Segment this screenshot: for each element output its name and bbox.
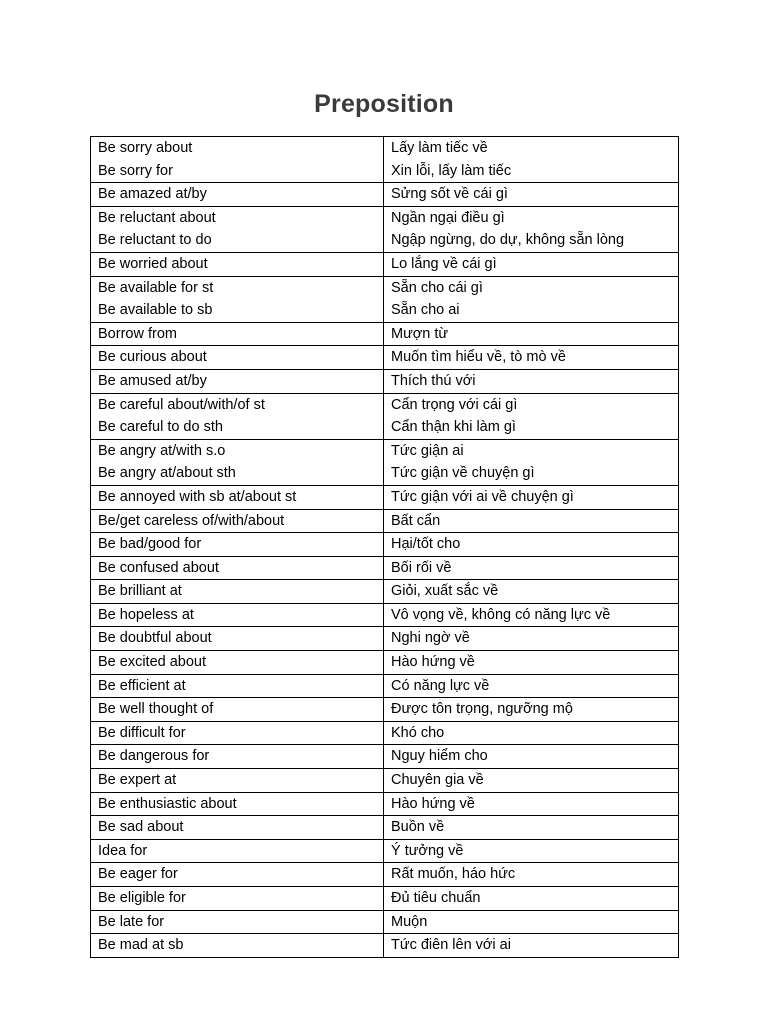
table-row bbox=[91, 816, 679, 840]
vietnamese-meaning: Có năng lực về bbox=[391, 677, 490, 694]
vietnamese-meaning: Sẵn cho ai bbox=[391, 302, 460, 319]
english-phrase-cell bbox=[91, 816, 384, 840]
table-row bbox=[91, 206, 679, 252]
english-phrase: Be sorry for bbox=[98, 162, 173, 179]
english-phrase: Be/get careless of/with/about bbox=[98, 512, 285, 529]
english-phrase: Be hopeless at bbox=[98, 606, 194, 623]
table-row bbox=[91, 485, 679, 509]
vietnamese-meaning: Hại/tốt cho bbox=[391, 536, 461, 553]
english-phrase-cell bbox=[91, 183, 384, 207]
vietnamese-meaning-cell bbox=[384, 674, 679, 698]
vietnamese-meaning-cell bbox=[384, 934, 679, 958]
english-phrase: Be excited about bbox=[98, 654, 207, 671]
table-row bbox=[91, 183, 679, 207]
english-phrase-cell bbox=[91, 603, 384, 627]
english-phrase-cell bbox=[91, 580, 384, 604]
vietnamese-meaning: Rất muốn, háo hức bbox=[391, 866, 516, 883]
english-phrase: Be bad/good for bbox=[98, 536, 202, 553]
table-row bbox=[91, 252, 679, 276]
vietnamese-meaning: Cẩn thận khi làm gì bbox=[391, 419, 516, 436]
english-phrase: Be sad about bbox=[98, 819, 184, 836]
vietnamese-meaning: Giỏi, xuất sắc về bbox=[391, 583, 499, 600]
english-phrase: Be enthusiastic about bbox=[98, 795, 237, 812]
english-phrase: Be mad at sb bbox=[98, 937, 184, 954]
table-row bbox=[91, 580, 679, 604]
table-row bbox=[91, 439, 679, 485]
vietnamese-meaning-cell bbox=[384, 721, 679, 745]
table-row bbox=[91, 792, 679, 816]
vietnamese-meaning-cell bbox=[384, 393, 679, 439]
table-row bbox=[91, 533, 679, 557]
table-row bbox=[91, 839, 679, 863]
vietnamese-meaning-cell bbox=[384, 276, 679, 322]
english-phrase-cell bbox=[91, 439, 384, 485]
table-row bbox=[91, 698, 679, 722]
english-phrase-cell bbox=[91, 769, 384, 793]
english-phrase: Be difficult for bbox=[98, 724, 186, 741]
english-phrase-cell bbox=[91, 533, 384, 557]
vietnamese-meaning-cell bbox=[384, 206, 679, 252]
table-row bbox=[91, 934, 679, 958]
vietnamese-meaning: Lo lắng về cái gì bbox=[391, 255, 497, 272]
vietnamese-meaning: Ngần ngại điều gì bbox=[391, 209, 505, 226]
vietnamese-meaning: Tức giận về chuyện gì bbox=[391, 465, 535, 482]
english-phrase: Be worried about bbox=[98, 255, 208, 272]
vietnamese-meaning: Xin lỗi, lấy làm tiếc bbox=[391, 162, 512, 179]
english-phrase: Be careful about/with/of st bbox=[98, 396, 265, 413]
table-row bbox=[91, 627, 679, 651]
vietnamese-meaning-cell bbox=[384, 863, 679, 887]
vietnamese-meaning-cell bbox=[384, 556, 679, 580]
vietnamese-meaning: Hào hứng về bbox=[391, 795, 475, 812]
vietnamese-meaning-cell bbox=[384, 509, 679, 533]
english-phrase-cell bbox=[91, 322, 384, 346]
vietnamese-meaning: Được tôn trọng, ngưỡng mộ bbox=[391, 701, 573, 718]
vietnamese-meaning-cell bbox=[384, 698, 679, 722]
english-phrase-cell bbox=[91, 393, 384, 439]
table-row bbox=[91, 369, 679, 393]
english-phrase-cell bbox=[91, 863, 384, 887]
vietnamese-meaning-cell bbox=[384, 580, 679, 604]
vietnamese-meaning-cell bbox=[384, 346, 679, 370]
table-row bbox=[91, 137, 679, 183]
vietnamese-meaning: Lấy làm tiếc về bbox=[391, 140, 488, 156]
english-phrase-cell bbox=[91, 674, 384, 698]
table-row bbox=[91, 509, 679, 533]
english-phrase-cell bbox=[91, 934, 384, 958]
english-phrase-cell bbox=[91, 276, 384, 322]
vietnamese-meaning: Nghi ngờ về bbox=[391, 630, 470, 647]
english-phrase: Be late for bbox=[98, 913, 165, 930]
english-phrase: Be reluctant about bbox=[98, 209, 216, 226]
english-phrase: Be available for st bbox=[98, 279, 214, 296]
vietnamese-meaning-cell bbox=[384, 769, 679, 793]
vietnamese-meaning-cell bbox=[384, 137, 679, 183]
english-phrase-cell bbox=[91, 556, 384, 580]
vietnamese-meaning-cell bbox=[384, 816, 679, 840]
vietnamese-meaning: Chuyên gia về bbox=[391, 772, 484, 789]
table-row bbox=[91, 276, 679, 322]
vietnamese-meaning-cell bbox=[384, 603, 679, 627]
english-phrase-cell bbox=[91, 721, 384, 745]
table-row bbox=[91, 393, 679, 439]
vietnamese-meaning: Ngập ngừng, do dự, không sẵn lòng bbox=[391, 232, 625, 249]
english-phrase: Be brilliant at bbox=[98, 583, 182, 600]
english-phrase-cell bbox=[91, 369, 384, 393]
vietnamese-meaning: Khó cho bbox=[391, 724, 445, 741]
vietnamese-meaning: Tức giận ai bbox=[391, 442, 464, 459]
english-phrase: Borrow from bbox=[98, 325, 177, 342]
english-phrase-cell bbox=[91, 792, 384, 816]
english-phrase: Be angry at/about sth bbox=[98, 465, 236, 482]
english-phrase: Be reluctant to do bbox=[98, 232, 212, 249]
english-phrase: Be angry at/with s.o bbox=[98, 442, 226, 459]
vietnamese-meaning-cell bbox=[384, 627, 679, 651]
english-phrase: Be amazed at/by bbox=[98, 186, 207, 203]
vietnamese-meaning: Vô vọng về, không có năng lực về bbox=[391, 606, 611, 623]
vietnamese-meaning: Nguy hiểm cho bbox=[391, 748, 488, 765]
vietnamese-meaning-cell bbox=[384, 369, 679, 393]
table-row bbox=[91, 651, 679, 675]
english-phrase-cell bbox=[91, 745, 384, 769]
table-row bbox=[91, 674, 679, 698]
table-row bbox=[91, 769, 679, 793]
vocabulary-table bbox=[90, 136, 679, 958]
english-phrase: Be well thought of bbox=[98, 701, 214, 718]
english-phrase: Be available to sb bbox=[98, 302, 213, 319]
vietnamese-meaning: Tức điên lên với ai bbox=[391, 937, 511, 954]
vietnamese-meaning-cell bbox=[384, 485, 679, 509]
english-phrase-cell bbox=[91, 137, 384, 183]
english-phrase-cell bbox=[91, 252, 384, 276]
english-phrase: Be dangerous for bbox=[98, 748, 210, 765]
table-row bbox=[91, 556, 679, 580]
vietnamese-meaning-cell bbox=[384, 651, 679, 675]
english-phrase-cell bbox=[91, 509, 384, 533]
vietnamese-meaning: Buồn về bbox=[391, 819, 445, 836]
english-phrase: Be curious about bbox=[98, 349, 207, 366]
english-phrase: Be eager for bbox=[98, 866, 178, 883]
english-phrase-cell bbox=[91, 651, 384, 675]
vietnamese-meaning-cell bbox=[384, 322, 679, 346]
table-row bbox=[91, 887, 679, 911]
english-phrase: Be careful to do sth bbox=[98, 419, 223, 436]
table-row bbox=[91, 322, 679, 346]
vietnamese-meaning-cell bbox=[384, 439, 679, 485]
english-phrase: Be annoyed with sb at/about st bbox=[98, 488, 297, 505]
english-phrase: Be doubtful about bbox=[98, 630, 212, 647]
english-phrase: Be sorry about bbox=[98, 140, 193, 156]
table-row bbox=[91, 346, 679, 370]
vietnamese-meaning: Sẵn cho cái gì bbox=[391, 279, 483, 296]
english-phrase: Be eligible for bbox=[98, 890, 186, 906]
english-phrase-cell bbox=[91, 887, 384, 911]
english-phrase: Be confused about bbox=[98, 559, 219, 576]
vietnamese-meaning: Bất cẩn bbox=[391, 512, 441, 529]
vietnamese-meaning-cell bbox=[384, 792, 679, 816]
vietnamese-meaning: Thích thú với bbox=[391, 372, 476, 389]
english-phrase-cell bbox=[91, 485, 384, 509]
vietnamese-meaning-cell bbox=[384, 839, 679, 863]
vietnamese-meaning-cell bbox=[384, 533, 679, 557]
table-row bbox=[91, 721, 679, 745]
english-phrase-cell bbox=[91, 839, 384, 863]
vietnamese-meaning: Muốn tìm hiểu về, tò mò về bbox=[391, 349, 566, 366]
english-phrase-cell bbox=[91, 346, 384, 370]
table-body bbox=[91, 137, 679, 958]
english-phrase: Be efficient at bbox=[98, 677, 186, 694]
table-row bbox=[91, 863, 679, 887]
english-phrase-cell bbox=[91, 627, 384, 651]
vietnamese-meaning-cell bbox=[384, 887, 679, 911]
vietnamese-meaning: Cẩn trọng với cái gì bbox=[391, 396, 518, 413]
vietnamese-meaning-cell bbox=[384, 183, 679, 207]
english-phrase-cell bbox=[91, 910, 384, 934]
english-phrase: Be amused at/by bbox=[98, 372, 207, 389]
vietnamese-meaning: Bối rối về bbox=[391, 559, 452, 576]
vietnamese-meaning: Ý tưởng về bbox=[391, 842, 464, 859]
vietnamese-meaning: Hào hứng về bbox=[391, 654, 475, 671]
table-row bbox=[91, 910, 679, 934]
vietnamese-meaning-cell bbox=[384, 745, 679, 769]
english-phrase: Be expert at bbox=[98, 772, 177, 789]
vietnamese-meaning: Đủ tiêu chuẩn bbox=[391, 890, 481, 906]
english-phrase-cell bbox=[91, 206, 384, 252]
vietnamese-meaning-cell bbox=[384, 910, 679, 934]
vietnamese-meaning: Tức giận với ai về chuyện gì bbox=[391, 488, 574, 505]
vietnamese-meaning: Mượn từ bbox=[391, 325, 449, 342]
table-row bbox=[91, 745, 679, 769]
page-title: Preposition bbox=[314, 90, 454, 118]
english-phrase-cell bbox=[91, 698, 384, 722]
vietnamese-meaning-cell bbox=[384, 252, 679, 276]
vietnamese-meaning: Muộn bbox=[391, 913, 428, 930]
table-row bbox=[91, 603, 679, 627]
english-phrase: Idea for bbox=[98, 842, 148, 859]
vietnamese-meaning: Sửng sốt về cái gì bbox=[391, 186, 508, 203]
